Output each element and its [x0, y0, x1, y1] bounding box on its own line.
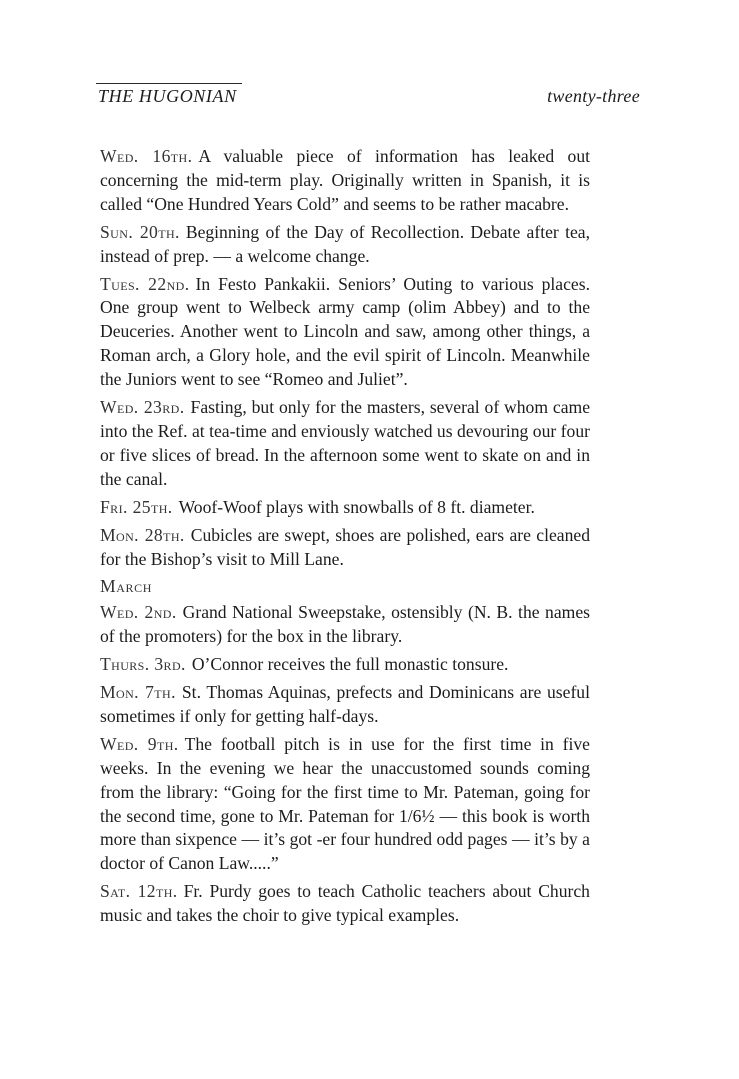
entry-date: Wed. 16th.: [100, 146, 193, 166]
entry-date: Wed. 9th.: [100, 733, 179, 754]
entries-february: [100, 145, 590, 571]
entry-text: Fasting, but only for the masters, several of whom came into the Ref. at tea-time and enviously watched us devouring our four or five slices of bread. In the afternoon some went to skate on and in the canal.: [100, 397, 590, 489]
entry-text: Beginning of the Day of Recollection. Debate after tea, instead of prep. — a welcome change.: [100, 221, 591, 266]
running-title: THE HUGONIAN: [98, 86, 237, 106]
month-heading: March: [100, 576, 152, 597]
header-rule: [96, 83, 242, 84]
entry-date: Thurs. 3rd.: [100, 654, 186, 675]
entry-text: Grand National Sweepstake, ostensibly (N. B. the names of the promoters) for the box in the library.: [100, 602, 590, 647]
entry-text: The football pitch is in use for the first time in five weeks. In the evening we hear the unaccustomed sounds coming from the library: “Going for the first time to Mr. Pateman, going for the second time, gone to Mr. Pateman for 1/6½ — this book is worth more than sixpence — it’s got -er four hundred odd pages — it’s by a doctor of Canon Law.....”: [100, 733, 590, 874]
page-number: twenty-three: [547, 86, 640, 106]
entry-date: Fri. 25th.: [100, 496, 173, 517]
diary-entry: [100, 396, 590, 492]
diary-entry: [100, 880, 590, 928]
diary-entry: [100, 653, 590, 677]
entry-date: Wed. 23rd.: [100, 397, 185, 418]
diary-entry: [100, 681, 590, 729]
entries-march: [100, 601, 590, 928]
entry-text: O’Connor receives the full monastic tonsure.: [191, 654, 509, 675]
entry-text: A valuable piece of information has leaked out concerning the mid-term play. Originally written in Spanish, it is called “One Hundred Years Cold” and seems to be rather macabre.: [100, 146, 591, 214]
diary-entry: [100, 273, 590, 393]
entry-date: Wed. 2nd.: [100, 602, 177, 623]
entry-text: Cubicles are swept, shoes are polished, ears are cleaned for the Bishop’s visit to Mill Lane.: [100, 524, 590, 569]
diary-entry: [100, 145, 590, 217]
diary-entry: [100, 733, 590, 876]
entry-text: Woof-Woof plays with snowballs of 8 ft. diameter.: [178, 496, 535, 517]
diary-entry: [100, 524, 590, 572]
diary-entry: [100, 496, 590, 520]
entry-date: Sun. 20th.: [100, 221, 180, 242]
entry-text: In Festo Pankakii. Seniors’ Outing to various places. One group went to Welbeck army camp (olim Abbey) and to the Deuceries. Another went to Lincoln and saw, among other things, a Roman arch, a Glory hole, and the evil spirit of Lincoln. Meanwhile the Juniors went to see “Romeo and Juliet”.: [100, 273, 590, 390]
diary-entry: [100, 601, 590, 649]
entry-date: Sat. 12th.: [100, 881, 178, 902]
entry-date: Mon. 7th.: [100, 682, 176, 703]
entry-date: Tues. 22nd.: [100, 273, 190, 294]
diary-entries: [100, 145, 590, 932]
diary-entry: [100, 221, 590, 269]
entry-text: Fr. Purdy goes to teach Catholic teachers about Church music and takes the choir to give typical examples.: [100, 881, 590, 926]
entry-date: Mon. 28th.: [100, 524, 185, 545]
entry-text: St. Thomas Aquinas, prefects and Dominicans are useful sometimes if only for getting half-days.: [100, 682, 590, 726]
